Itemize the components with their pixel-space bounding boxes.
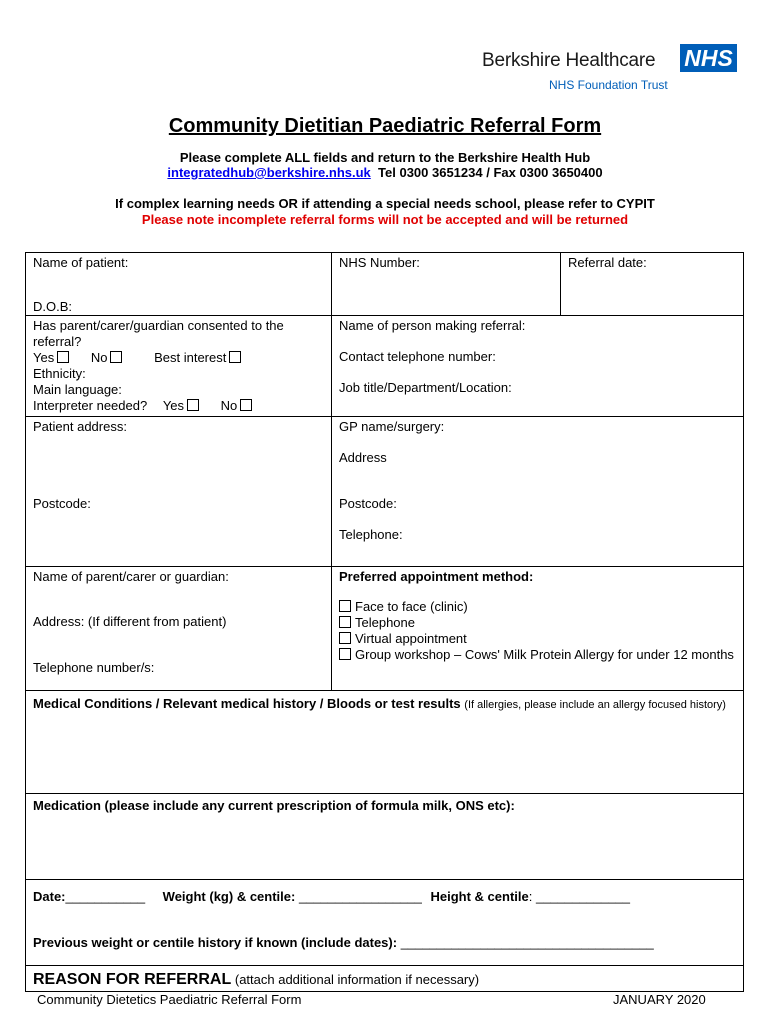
guardian-name-label: Name of parent/carer or guardian: — [33, 569, 229, 584]
appt-option-face-to-face[interactable] — [339, 599, 736, 615]
reason-heading: REASON FOR REFERRAL — [33, 971, 232, 988]
patient-address-label: Patient address: — [33, 419, 127, 434]
height-label: Height & centile — [430, 889, 529, 904]
email-link[interactable]: integratedhub@berkshire.nhs.uk — [167, 165, 371, 180]
consent-question: Has parent/carer/guardian consented to the referral? — [33, 318, 284, 349]
measurements-row — [33, 889, 736, 905]
best-interest-label: Best interest — [154, 350, 227, 365]
best-interest-checkbox[interactable] — [229, 351, 241, 363]
interpreter-yes-checkbox[interactable] — [187, 399, 199, 411]
telephone-option-label: Telephone — [355, 615, 415, 630]
warning-note: Please note incomplete referral forms will not be accepted and will be returned — [141, 212, 629, 227]
footer-form-name: Community Dietetics Paediatric Referral Form — [37, 992, 302, 1007]
medication-cell[interactable] — [26, 794, 744, 880]
footer-date: JANUARY 2020 — [613, 992, 706, 1007]
referral-date-label: Referral date: — [568, 255, 647, 270]
consent-options — [33, 350, 324, 366]
contact-phone-label: Contact telephone number: — [339, 349, 496, 364]
group-workshop-checkbox[interactable] — [339, 648, 351, 660]
patient-postcode-label: Postcode: — [33, 496, 91, 511]
gp-telephone-label: Telephone: — [339, 527, 403, 542]
face-to-face-label: Face to face (clinic) — [355, 599, 468, 614]
date-label: Date: — [33, 889, 66, 904]
contact-numbers: Tel 0300 3651234 / Fax 0300 3650400 — [378, 165, 603, 180]
measurements-cell[interactable] — [26, 880, 744, 966]
nhs-number-cell[interactable] — [332, 253, 561, 316]
consent-no-label: No — [90, 350, 108, 365]
interpreter-yes-label: Yes — [162, 398, 185, 413]
interpreter-row — [33, 398, 324, 414]
interpreter-no-label: No — [220, 398, 238, 413]
virtual-checkbox[interactable] — [339, 632, 351, 644]
appt-option-virtual[interactable] — [339, 631, 736, 647]
gp-name-label: GP name/surgery: — [339, 419, 445, 434]
reason-cell[interactable] — [26, 966, 744, 992]
virtual-label: Virtual appointment — [355, 631, 467, 646]
instruction-line: Please complete ALL fields and return to the Berkshire Health Hub — [179, 150, 591, 165]
consent-cell — [26, 316, 332, 417]
gp-address-label: Address — [339, 450, 387, 465]
medical-history-cell[interactable] — [26, 691, 744, 794]
nhs-logo: NHS — [680, 44, 737, 72]
consent-yes-label: Yes — [33, 350, 55, 365]
guardian-address-label: Address: (If different from patient) — [33, 614, 227, 629]
reason-note: (attach additional information if necessary) — [234, 972, 480, 987]
medication-label: Medication (please include any current prescription of formula milk, ONS etc): — [33, 798, 515, 813]
appt-option-group[interactable] — [339, 647, 736, 663]
previous-weight-row — [33, 935, 736, 951]
patient-name-label: Name of patient: — [33, 255, 129, 270]
consent-yes-checkbox[interactable] — [57, 351, 69, 363]
patient-address-cell[interactable] — [26, 417, 332, 567]
weight-label: Weight (kg) & centile: — [162, 889, 296, 904]
weight-blank[interactable]: _________________ — [298, 889, 422, 904]
org-subtitle: NHS Foundation Trust — [549, 78, 668, 92]
referrer-cell — [332, 316, 744, 417]
main-language-label: Main language: — [33, 382, 122, 397]
referrer-name-label: Name of person making referral: — [339, 318, 526, 333]
gp-cell[interactable] — [332, 417, 744, 567]
appt-option-telephone[interactable] — [339, 615, 736, 631]
group-workshop-label: Group workshop – Cows' Milk Protein Allergy for under 12 months — [355, 647, 734, 662]
medical-note: (If allergies, please include an allergy focused history) — [464, 699, 726, 711]
guardian-phone-label: Telephone number/s: — [33, 660, 155, 675]
referral-date-cell[interactable] — [561, 253, 744, 316]
dob-label: D.O.B: — [33, 299, 73, 314]
appointment-method-cell — [332, 567, 744, 691]
medical-heading: Medical Conditions / Relevant medical history / Bloods or test results — [33, 696, 461, 711]
date-blank[interactable]: ___________ — [65, 889, 146, 904]
previous-weight-label: Previous weight or centile history if known (include dates): — [33, 935, 398, 950]
job-title-label: Job title/Department/Location: — [339, 380, 512, 395]
previous-weight-blank[interactable]: ___________________________________ — [400, 935, 654, 950]
telephone-checkbox[interactable] — [339, 616, 351, 628]
org-name: Berkshire Healthcare — [482, 50, 656, 71]
face-to-face-checkbox[interactable] — [339, 600, 351, 612]
ethnicity-label: Ethnicity: — [33, 366, 86, 381]
cypit-note: If complex learning needs OR if attending a special needs school, please refer to CYPIT — [115, 196, 655, 211]
interpreter-no-checkbox[interactable] — [240, 399, 252, 411]
referral-form-table — [25, 252, 744, 992]
patient-name-cell[interactable] — [26, 253, 332, 316]
contact-line — [0, 165, 770, 180]
appointment-method-label: Preferred appointment method: — [339, 569, 534, 584]
consent-no-checkbox[interactable] — [110, 351, 122, 363]
nhs-number-label: NHS Number: — [339, 255, 420, 270]
page-title: Community Dietitian Paediatric Referral Form — [168, 115, 602, 137]
guardian-cell[interactable] — [26, 567, 332, 691]
interpreter-label: Interpreter needed? — [33, 398, 148, 413]
height-blank[interactable]: : _____________ — [528, 889, 630, 904]
gp-postcode-label: Postcode: — [339, 496, 397, 511]
